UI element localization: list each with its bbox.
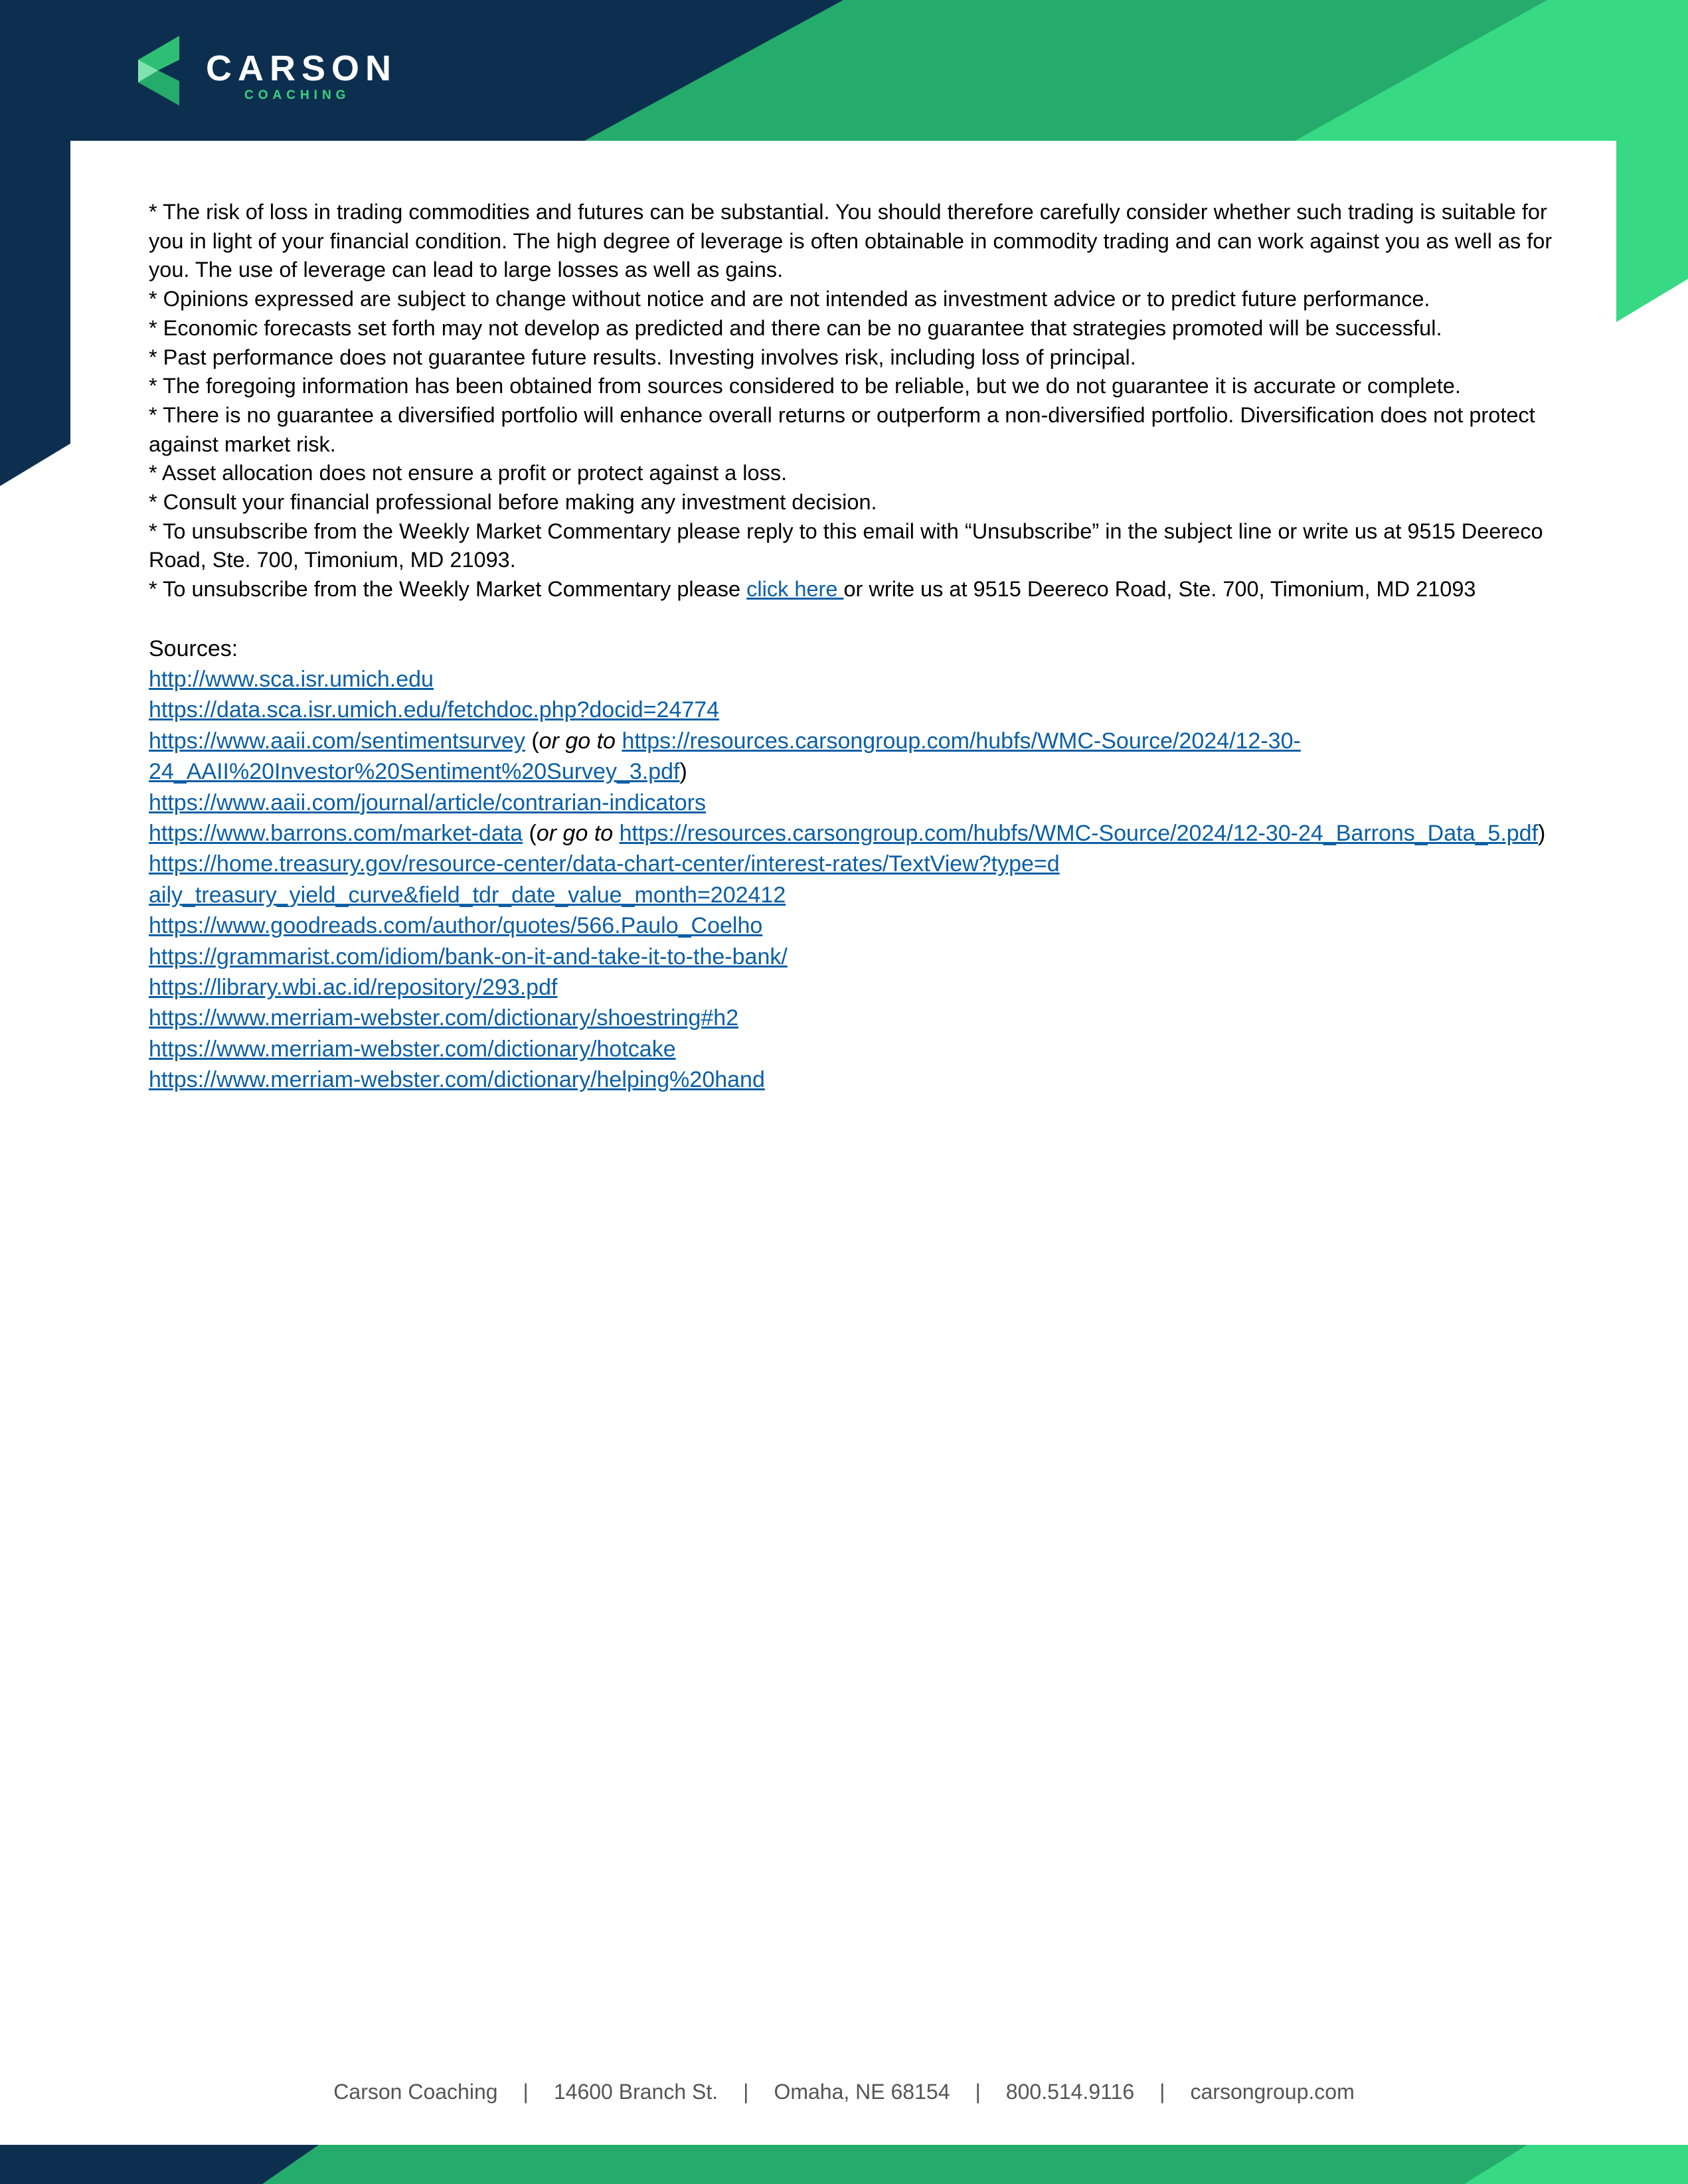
footer-separator: | (523, 2080, 529, 2104)
disclosures-section (149, 198, 1553, 1096)
paren-open: ( (529, 820, 537, 846)
footer-separator: | (1159, 2080, 1165, 2104)
carson-coaching-logo (138, 36, 404, 106)
source-link[interactable]: https://data.sca.isr.umich.edu/fetchdoc.php?docid=24774 (149, 697, 720, 723)
sources-section (149, 633, 1553, 1096)
source-alt-link[interactable]: https://resources.carsongroup.com/hubfs/WMC-Source/2024/12-30-24_Barrons_Data_5.pdf (619, 820, 1539, 846)
source-link[interactable]: https://www.merriam-webster.com/dictionary/hotcake (149, 1036, 676, 1062)
source-link[interactable]: https://www.barrons.com/market-data (149, 820, 523, 846)
footer-city: Omaha, NE 68154 (774, 2080, 950, 2104)
source-link[interactable]: https://home.treasury.gov/resource-center/data-chart-center/interest-rates/TextView?type=daily_treasury_yield_curve&field_tdr_date_value_month=202412 (149, 851, 1060, 908)
footer-website: carsongroup.com (1190, 2080, 1355, 2104)
footer-street: 14600 Branch St. (553, 2080, 718, 2104)
unsubscribe-text-pre: * To unsubscribe from the Weekly Market Commentary please (149, 577, 747, 602)
footer-company: Carson Coaching (333, 2080, 498, 2104)
disclosure-item: * Past performance does not guarantee future results. Investing involves risk, including loss of principal. (149, 345, 1136, 369)
footer-contact (0, 2078, 1688, 2105)
source-link[interactable]: https://grammarist.com/idiom/bank-on-it-and-take-it-to-the-bank/ (149, 944, 788, 969)
unsubscribe-item (149, 575, 1553, 604)
disclosure-item: * Consult your financial professional before making any investment decision. (149, 490, 877, 515)
spacer (149, 604, 1553, 633)
footer-separator: | (975, 2080, 981, 2104)
source-link[interactable]: https://www.aaii.com/sentimentsurvey (149, 728, 525, 754)
disclosure-item: * Opinions expressed are subject to change without notice and are not intended as investment advice or to predict future performance. (149, 287, 1430, 311)
disclosure-item: * Economic forecasts set forth may not develop as predicted and there can be no guarantee that strategies promoted will be successful. (149, 315, 1442, 340)
carson-chevron-logo-icon (138, 36, 179, 106)
paren-close: ) (679, 759, 687, 785)
paren-open: ( (531, 728, 539, 754)
logo-wordmark: CARSON (206, 48, 398, 88)
footer-phone: 800.514.9116 (1005, 2080, 1135, 2104)
disclosure-item: * The risk of loss in trading commodities and futures can be substantial. You should therefore carefully consider whether such trading is suitable for you in light of your financial condition. The high degree of leverage is often obtainable in commodity trading and can work against you as well as for you. The use of leverage can lead to large losses as well as gains. (149, 200, 1553, 282)
or-go-to-text: or go to (539, 728, 616, 754)
paren-close: ) (1538, 820, 1546, 846)
disclosure-item: * Asset allocation does not ensure a profit or protect against a loss. (149, 461, 788, 485)
or-go-to-text: or go to (536, 820, 614, 846)
source-link[interactable]: http://www.sca.isr.umich.edu (149, 666, 434, 692)
disclosure-item: * The foregoing information has been obtained from sources considered to be reliable, but we do not guarantee it is accurate or complete. (149, 374, 1461, 398)
unsubscribe-text-post: or write us at 9515 Deereco Road, Ste. 700, Timonium, MD 21093 (843, 577, 1476, 602)
disclosure-item: * There is no guarantee a diversified portfolio will enhance overall returns or outperform a non-diversified portfolio. Diversification does not protect against market risk. (149, 402, 1535, 456)
source-link[interactable]: https://www.merriam-webster.com/dictionary/shoestring#h2 (149, 1005, 739, 1031)
source-alt-link[interactable]: https://resources.carsongroup.com/hubfs/WMC-Source/2024/12-30-24_AAII%20Investor%20Sentiment%20Survey_3.pdf (149, 728, 1301, 785)
source-link[interactable]: https://www.merriam-webster.com/dictionary/helping%20hand (149, 1067, 765, 1093)
unsubscribe-link[interactable]: click here (746, 577, 844, 602)
sources-heading: Sources: (149, 635, 238, 661)
logo-subtitle: COACHING (244, 88, 351, 102)
source-link[interactable]: https://www.goodreads.com/author/quotes/566.Paulo_Coelho (149, 913, 763, 939)
disclosure-item: * To unsubscribe from the Weekly Market Commentary please reply to this email with “Unsubscribe” in the subject line or write us at 9515 Deereco Road, Ste. 700, Timonium, MD 21093. (149, 519, 1543, 572)
source-link[interactable]: https://www.aaii.com/journal/article/contrarian-indicators (149, 790, 707, 815)
source-link[interactable]: https://library.wbi.ac.id/repository/293.pdf (149, 975, 558, 1000)
footer-separator: | (743, 2080, 749, 2104)
footer-banner (0, 2145, 1688, 2184)
